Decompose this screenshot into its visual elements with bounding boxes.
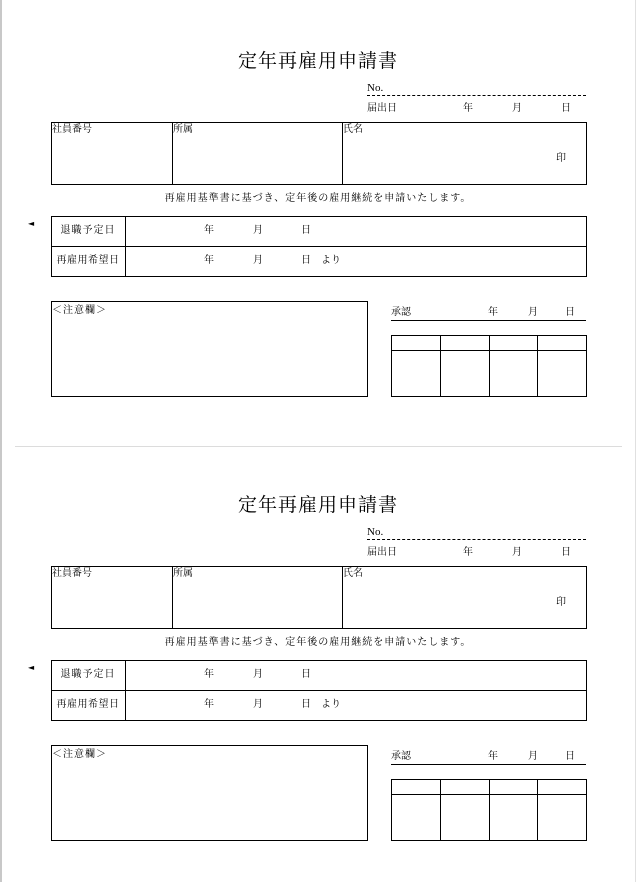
- approval-stamp-cell[interactable]: [441, 796, 488, 839]
- submit-date-year[interactable]: 年: [463, 547, 473, 558]
- approval-year: 年: [488, 307, 498, 318]
- table-divider: [51, 690, 586, 691]
- form-title: 定年再雇用申請書: [237, 494, 398, 516]
- application-statement: 再雇用基準書に基づき、定年後の雇用継続を申請いたします。: [164, 637, 472, 648]
- submit-date-day[interactable]: 日: [561, 103, 571, 114]
- department-field[interactable]: [174, 137, 340, 183]
- document-number-field[interactable]: [367, 95, 586, 96]
- retirement-date-day[interactable]: 日: [301, 669, 311, 680]
- document-number-field[interactable]: [367, 539, 586, 540]
- approval-stamp-cell[interactable]: [490, 796, 536, 839]
- application-form: [0, 444, 636, 888]
- approval-month: 月: [528, 307, 538, 318]
- approval-stamp-cell[interactable]: [538, 796, 585, 839]
- retirement-date-year[interactable]: 年: [204, 669, 214, 680]
- rehire-date-day[interactable]: 日: [301, 699, 311, 710]
- department-label: 所属: [173, 568, 193, 579]
- approval-stamp-cell[interactable]: [490, 352, 536, 395]
- submit-date-month[interactable]: 月: [512, 547, 522, 558]
- left-pointer-icon: ◄: [28, 219, 35, 228]
- left-pointer-icon: ◄: [28, 663, 35, 672]
- page-divider: [15, 446, 622, 447]
- submit-date-label: 届出日: [367, 103, 397, 114]
- retirement-date-label: 退職予定日: [60, 669, 116, 680]
- approval-underline: [391, 320, 586, 321]
- approval-stamp-cell[interactable]: [538, 352, 585, 395]
- approval-year: 年: [488, 751, 498, 762]
- notes-label: ＜注意欄＞: [52, 305, 107, 316]
- rehire-date-suffix: より: [321, 255, 341, 266]
- table-divider: [125, 660, 126, 720]
- seal-label: 印: [556, 153, 566, 164]
- table-divider: [51, 246, 586, 247]
- employee-number-label: 社員番号: [52, 124, 92, 135]
- name-label: 氏名: [343, 568, 363, 579]
- application-statement: 再雇用基準書に基づき、定年後の雇用継続を申請いたします。: [164, 193, 472, 204]
- seal-label: 印: [556, 597, 566, 608]
- retirement-date-month[interactable]: 月: [253, 669, 263, 680]
- name-label: 氏名: [343, 124, 363, 135]
- document-number-label: No.: [367, 526, 384, 538]
- approval-day: 日: [565, 751, 575, 762]
- rehire-date-year[interactable]: 年: [204, 255, 214, 266]
- rehire-date-month[interactable]: 月: [253, 255, 263, 266]
- rehire-date-label: 再雇用希望日: [56, 699, 120, 710]
- rehire-date-year[interactable]: 年: [204, 699, 214, 710]
- submit-date-month[interactable]: 月: [512, 103, 522, 114]
- retirement-date-year[interactable]: 年: [204, 225, 214, 236]
- department-field[interactable]: [174, 581, 340, 627]
- approval-stamp-cell[interactable]: [392, 352, 439, 395]
- document-number-label: No.: [367, 82, 384, 94]
- submit-date-day[interactable]: 日: [561, 547, 571, 558]
- retirement-date-day[interactable]: 日: [301, 225, 311, 236]
- form-title: 定年再雇用申請書: [237, 50, 398, 72]
- notes-label: ＜注意欄＞: [52, 749, 107, 760]
- approval-stamp-cell[interactable]: [392, 796, 439, 839]
- approval-label: 承認: [391, 307, 411, 318]
- approval-label: 承認: [391, 751, 411, 762]
- name-field[interactable]: [344, 137, 544, 183]
- employee-number-field[interactable]: [53, 137, 171, 183]
- submit-date-label: 届出日: [367, 547, 397, 558]
- approval-stamp-cell[interactable]: [441, 352, 488, 395]
- employee-number-label: 社員番号: [52, 568, 92, 579]
- retirement-date-label: 退職予定日: [60, 225, 116, 236]
- rehire-date-day[interactable]: 日: [301, 255, 311, 266]
- approval-day: 日: [565, 307, 575, 318]
- rehire-date-label: 再雇用希望日: [56, 255, 120, 266]
- department-label: 所属: [173, 124, 193, 135]
- employee-number-field[interactable]: [53, 581, 171, 627]
- rehire-date-suffix: より: [321, 699, 341, 710]
- approval-month: 月: [528, 751, 538, 762]
- submit-date-year[interactable]: 年: [463, 103, 473, 114]
- approval-underline: [391, 764, 586, 765]
- name-field[interactable]: [344, 581, 544, 627]
- retirement-date-month[interactable]: 月: [253, 225, 263, 236]
- rehire-date-month[interactable]: 月: [253, 699, 263, 710]
- table-divider: [125, 216, 126, 276]
